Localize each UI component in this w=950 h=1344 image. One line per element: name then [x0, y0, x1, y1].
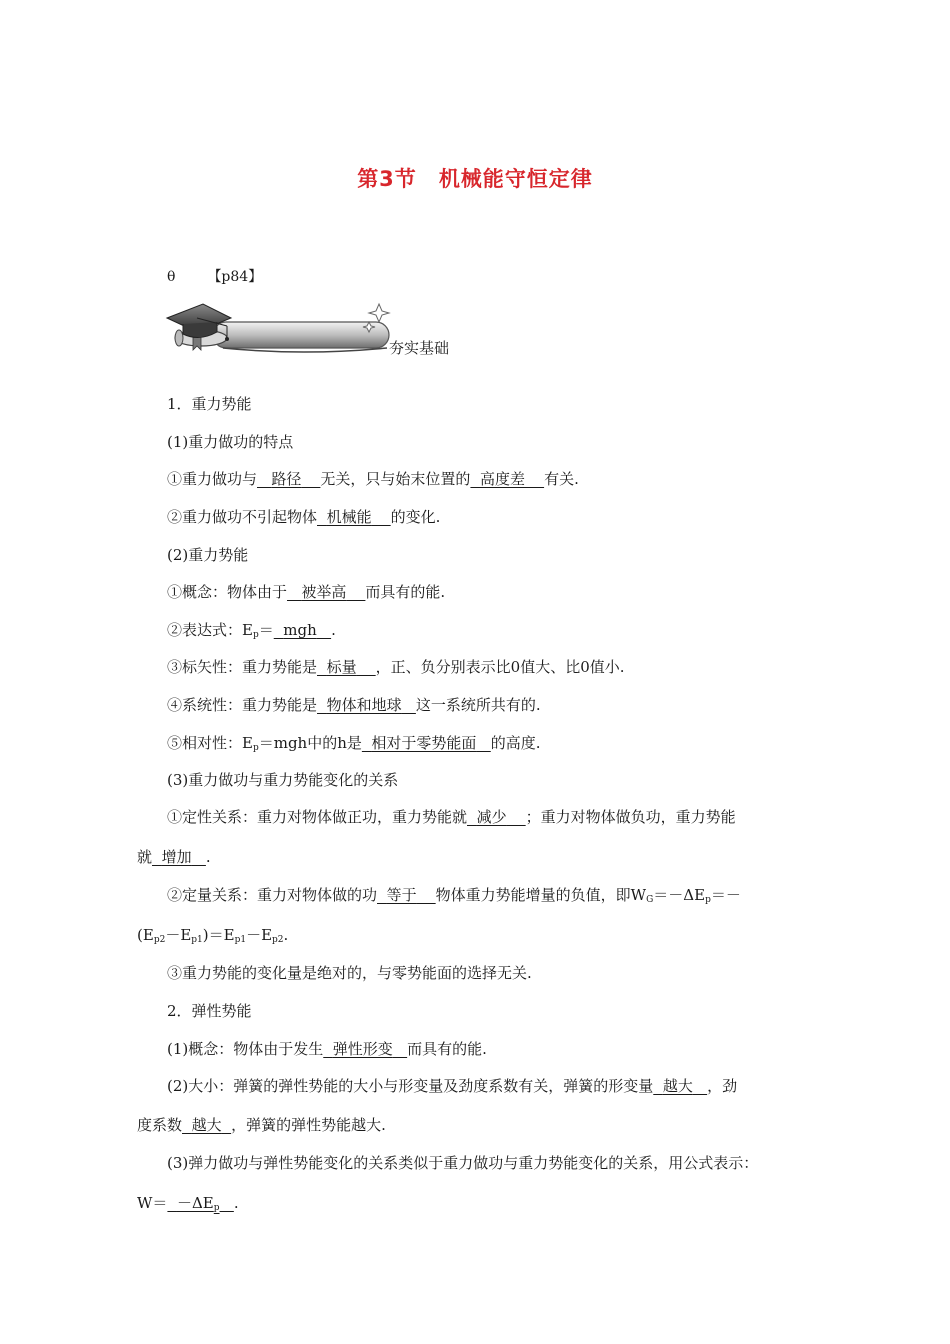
- banner-bar: [213, 322, 389, 348]
- answer-blank: 标量: [326, 658, 357, 676]
- text-line: ②表达式：$E_p=$ mgh .: [167, 621, 336, 640]
- text-line: (2)大小：弹簧的弹性势能的大小与形变量及劲度系数有关，弹簧的形变量 越大 ，劲: [167, 1077, 738, 1095]
- answer-blank: 高度差: [479, 470, 525, 488]
- section-name: 机械能守恒定律: [438, 167, 593, 191]
- section-1-heading: 1．重力势能: [167, 395, 252, 413]
- answer-blank: 物体和地球: [326, 696, 402, 714]
- answer-blank: 越大: [191, 1116, 222, 1134]
- text-line: $W= -\Delta E_p$ .: [137, 1194, 239, 1213]
- answer-blank: 被举高: [301, 583, 347, 601]
- text-line: ②重力做功不引起物体 机械能 的变化.: [167, 508, 441, 526]
- text-line: ④系统性：重力势能是 物体和地球 这一系统所共有的.: [167, 696, 541, 714]
- answer-blank: mgh: [283, 621, 317, 639]
- text-line: ⑤相对性：$E_p=mgh$中的h是 相对于零势能面 的高度.: [167, 734, 541, 753]
- page-ref-label: 【p84】: [207, 269, 263, 285]
- answer-blank: 越大: [662, 1077, 693, 1095]
- page-title: [0, 163, 950, 193]
- text-line: 就 增加 .: [137, 848, 211, 866]
- text-line: ①定性关系：重力对物体做正功，重力势能就 减少 ；重力对物体做负功，重力势能: [167, 808, 736, 826]
- text-line: 度系数 越大 ，弹簧的弹性势能越大.: [137, 1116, 386, 1134]
- text-line: ③重力势能的变化量是绝对的，与零势能面的选择无关.: [167, 964, 532, 982]
- answer-blank: 等于: [386, 886, 417, 904]
- subheading-3: (3)重力做功与重力势能变化的关系: [167, 771, 399, 789]
- text-line: ①重力做功与 路径 无关，只与始末位置的 高度差 有关.: [167, 470, 579, 488]
- page-reference: [167, 266, 262, 286]
- text-line: (3)弹力做功与弹性势能变化的关系类似于重力做功与重力势能变化的关系，用公式表示：: [167, 1154, 759, 1172]
- text-line: $(E_{p2}-E_{p1})=E_{p1}-E_{p2}$.: [137, 926, 289, 945]
- answer-blank: 弹性形变: [332, 1040, 393, 1058]
- text-line: ②定量关系：重力对物体做的功 等于 物体重力势能增量的负值，即$W_G=-\Delta E_p=-$: [167, 886, 741, 905]
- section-2-heading: 2．弹性势能: [167, 1002, 252, 1020]
- text-line: (1)概念：物体由于发生 弹性形变 而具有的能.: [167, 1040, 487, 1058]
- answer-blank: 路径: [271, 470, 302, 488]
- theta-symbol: θ: [167, 269, 176, 285]
- text-line: ③标矢性：重力势能是 标量 ，正、负分别表示比0值大、比0值小.: [167, 658, 625, 676]
- answer-blank: 机械能: [326, 508, 372, 526]
- answer-blank: 相对于零势能面: [371, 734, 477, 752]
- answer-blank: 减少: [476, 808, 507, 826]
- answer-blank: 增加: [161, 848, 192, 866]
- subheading-2: (2)重力势能: [167, 546, 249, 564]
- answer-blank: －ΔE: [176, 1194, 214, 1212]
- section-number: 第3节: [357, 167, 417, 191]
- banner-label: 夯实基础: [389, 339, 450, 357]
- text-line: ①概念：物体由于 被举高 而具有的能.: [167, 583, 446, 601]
- subheading-1: (1)重力做功的特点: [167, 433, 294, 451]
